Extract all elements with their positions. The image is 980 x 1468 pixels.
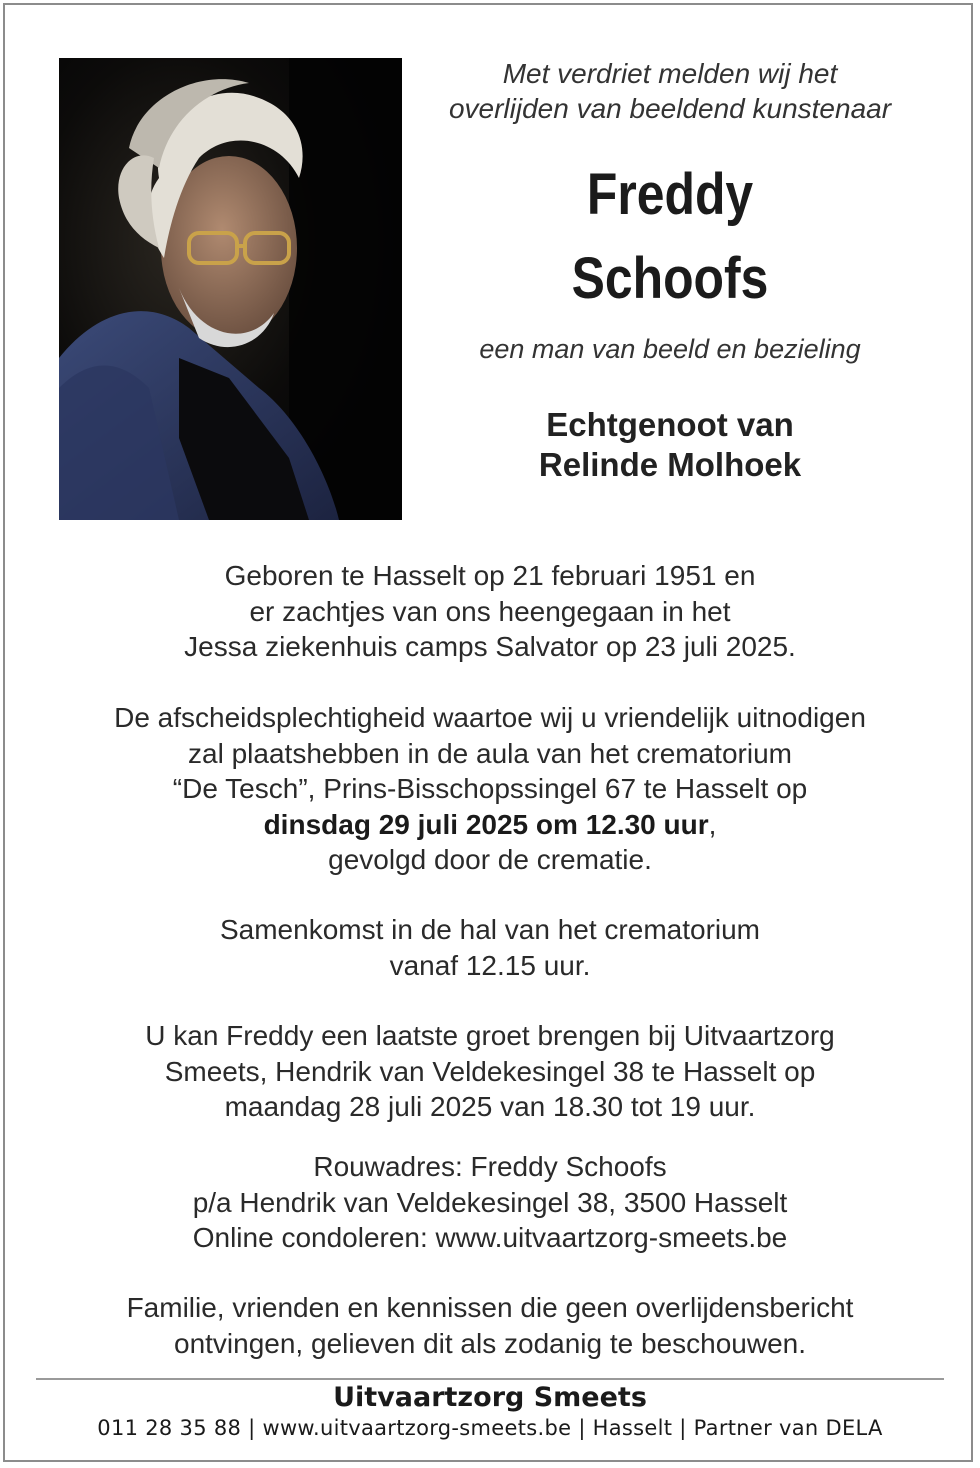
ceremony-line: De afscheidsplechtigheid waartoe wij u vriendelijk uitnodigen — [114, 702, 866, 733]
birth-line: er zachtjes van ons heengegaan in het — [249, 595, 731, 627]
gathering-line: vanaf 12.15 uur. — [389, 949, 591, 981]
visitation-line: maandag 28 juli 2025 van 18.30 tot 19 uur. — [224, 1091, 756, 1122]
notice-paragraph — [40, 1290, 940, 1361]
intro-text — [410, 56, 930, 126]
visitation-paragraph — [40, 1018, 940, 1125]
tagline: een man van beeld en bezieling — [479, 334, 861, 364]
footer-divider — [36, 1378, 944, 1380]
spouse-line: Echtgenoot van — [546, 406, 794, 443]
ceremony-date-line — [40, 807, 940, 843]
ceremony-date-suffix: , — [708, 808, 717, 840]
birth-paragraph — [40, 558, 940, 665]
ceremony-date: dinsdag 29 juli 2025 om 12.30 uur — [263, 808, 709, 840]
gathering-paragraph — [40, 912, 940, 983]
notice-line: Familie, vrienden en kennissen die geen overlijdensbericht — [126, 1292, 854, 1323]
ceremony-line: zal plaatshebben in de aula van het crematorium — [188, 737, 792, 769]
spouse-name: Relinde Molhoek — [538, 446, 802, 483]
ceremony-paragraph — [40, 700, 940, 878]
ceremony-line: gevolgd door de crematie. — [328, 844, 652, 875]
gathering-line: Samenkomst in de hal van het crematorium — [219, 914, 761, 945]
address-line: p/a Hendrik van Veldekesingel 38, 3500 Hasselt — [192, 1186, 788, 1218]
intro-line: overlijden van beeldend kunstenaar — [448, 93, 892, 124]
birth-line: Geboren te Hasselt op 21 februari 1951 en — [224, 560, 756, 591]
birth-line: Jessa ziekenhuis camps Salvator op 23 juli 2025. — [184, 631, 796, 662]
footer-contact: 011 28 35 88 | www.uitvaartzorg-smeets.be | Hasselt | Partner van DELA — [97, 1416, 883, 1440]
portrait-photo — [59, 58, 402, 520]
condolence-line: Online condoleren: www.uitvaartzorg-smeets.be — [192, 1222, 788, 1253]
intro-line: Met verdriet melden wij het — [502, 58, 838, 89]
visitation-line: Smeets, Hendrik van Veldekesingel 38 te Hasselt op — [164, 1055, 816, 1087]
notice-line: ontvingen, gelieven dit als zodanig te beschouwen. — [174, 1327, 806, 1359]
address-paragraph — [40, 1149, 940, 1256]
last-name: Schoofs — [571, 246, 769, 311]
ceremony-line: “De Tesch”, Prins-Bisschopssingel 67 te Hasselt op — [172, 773, 808, 804]
visitation-line: U kan Freddy een laatste groet brengen bij Uitvaartzorg — [145, 1020, 835, 1051]
first-name: Freddy — [586, 162, 754, 227]
footer-company: Uitvaartzorg Smeets — [333, 1382, 647, 1413]
address-line: Rouwadres: Freddy Schoofs — [313, 1151, 667, 1182]
deceased-name — [410, 153, 930, 321]
spouse-text — [410, 405, 930, 485]
